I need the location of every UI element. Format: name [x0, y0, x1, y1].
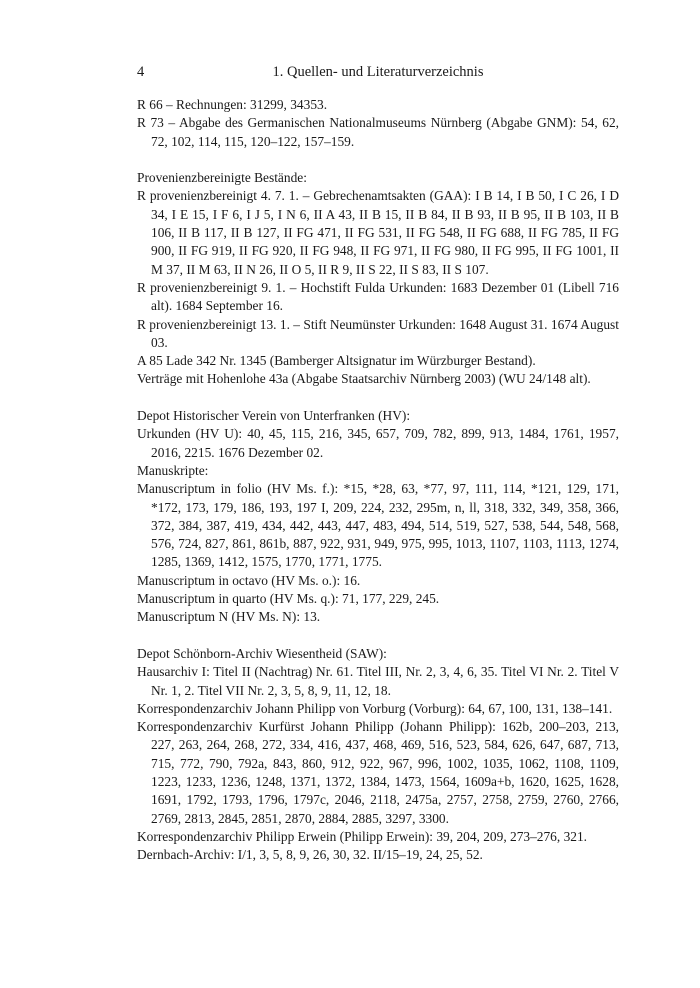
section-schoenborn-archiv [137, 645, 619, 865]
entry-ms-octavo: Manuscriptum in octavo (HV Ms. o.): 16. [137, 572, 361, 588]
entry-korr-vorburg: Korrespondenzarchiv Johann Philipp von Vorburg (Vorburg): 64, 67, 100, 131, 138–141. [137, 700, 613, 716]
section-rechnungen [137, 96, 619, 151]
entry-r66: R 66 – Rechnungen: 31299, 34353. [137, 97, 328, 112]
section-historischer-verein [137, 407, 619, 627]
section-heading: Provenienzbereinigte Bestände: [137, 170, 307, 186]
page-header [137, 62, 619, 82]
entry-ms-quarto: Manuscriptum in quarto (HV Ms. q.): 71, 177, 229, 245. [137, 591, 440, 607]
section-heading: Depot Schönborn-Archiv Wiesentheid (SAW): [137, 645, 387, 661]
entry-vertraege-hohenlohe: Verträge mit Hohenlohe 43a (Abgabe Staatsarchiv Nürnberg 2003) (WU 24/148 alt). [137, 371, 591, 387]
running-title: 1. Quellen- und Literaturverzeichnis [272, 64, 484, 80]
page-number: 4 [137, 64, 145, 80]
entry-stift-neumuenster: R provenienzbereinigt 13. 1. – Stift Neumünster Urkunden: 1648 August 31. 1674 August 03. [137, 316, 619, 350]
entry-r73: R 73 – Abgabe des Germanischen Nationalmuseums Nürnberg (Abgabe GNM): 54, 62, 72, 102, 114, 115, 120–122, 157–159. [137, 115, 619, 149]
entry-dernbach-archiv: Dernbach-Archiv: I/1, 3, 5, 8, 9, 26, 30, 32. II/15–19, 24, 25, 52. [137, 847, 483, 863]
entry-a85-lade: A 85 Lade 342 Nr. 1345 (Bamberger Altsignatur im Würzburger Bestand). [137, 353, 536, 369]
entry-korr-philipp-erwein: Korrespondenzarchiv Philipp Erwein (Philipp Erwein): 39, 204, 209, 273–276, 321. [137, 828, 588, 844]
entry-korr-johann-philipp: Korrespondenzarchiv Kurfürst Johann Philipp (Johann Philipp): 162b, 200–203, 213, 227, 263, 264, 268, 272, 334, 416, 437, 468, 469, 516, 523, 584, 626, 647, 687, 713, 715, 772, 790, 792a, 843, 860, 912, 922, 967, 996, 1002, 1035, 1062, 1108, 1109, 1223, 1233, 1236, 1248, 1371, 1372, 1384, 1473, 1564, 1609a+b, 1620, 1625, 1628, 1691, 1792, 1793, 1796, 1797c, 2046, 2118, 2475a, 2757, 2758, 2759, 2760, 2766, 2769, 2813, 2845, 2851, 2870, 2884, 2885, 3297, 3300. [137, 719, 619, 826]
section-heading: Depot Historischer Verein von Unterfranken (HV): [137, 408, 411, 424]
entry-hochstift-fulda: R provenienzbereinigt 9. 1. – Hochstift Fulda Urkunden: 1683 Dezember 01 (Libell 716 alt). 1684 September 16. [137, 279, 619, 314]
page-body [137, 96, 619, 864]
entry-hausarchiv: Hausarchiv I: Titel II (Nachtrag) Nr. 61. Titel III, Nr. 2, 3, 4, 6, 35. Titel VI Nr. 2. Titel V Nr. 1, 2. Titel VII Nr. 2, 3, 5, 8, 9, 11, 12, 18. [137, 664, 619, 698]
entry-ms-n: Manuscriptum N (HV Ms. N): 13. [137, 609, 321, 625]
entry-urkunden-hv: Urkunden (HV U): 40, 45, 115, 216, 345, 657, 709, 782, 899, 913, 1484, 1761, 1957, 2016, 2215. 1676 Dezember 02. [137, 426, 619, 460]
section-provenienzbereinigt [137, 169, 619, 389]
entry-ms-folio: Manuscriptum in folio (HV Ms. f.): *15, *28, 63, *77, 97, 111, 114, *121, 129, 171, *172, 173, 179, 186, 193, 197 I, 209, 224, 232, 295m, n, ll, 318, 332, 349, 358, 366, 372, 384, 387, 419, 434, 442, 443, 447, 483, 494, 514, 519, 527, 538, 544, 548, 568, 576, 724, 827, 861, 861b, 887, 922, 931, 949, 975, 995, 1013, 1107, 1103, 1113, 1274, 1285, 1369, 1412, 1575, 1770, 1771, 1775. [137, 481, 619, 570]
entry-manuskripte: Manuskripte: [137, 462, 209, 478]
entry-gebrechenamtsakten: R provenienzbereinigt 4. 7. 1. – Gebrechenamtsakten (GAA): I B 14, I B 50, I C 26, I D 34, I E 15, I F 6, I J 5, I N 6, II A 43, II B 15, II B 84, II B 93, II B 95, II B 103, II B 106, II B 117, II B 127, II FG 471, II FG 531, II FG 548, II FG 688, II FG 785, II FG 900, II FG 919, II FG 920, II FG 948, II FG 971, II FG 980, II FG 995, II FG 1001, II M 37, II M 63, II N 26, II O 5, II R 9, II S 22, II S 83, II S 107. [137, 188, 619, 277]
